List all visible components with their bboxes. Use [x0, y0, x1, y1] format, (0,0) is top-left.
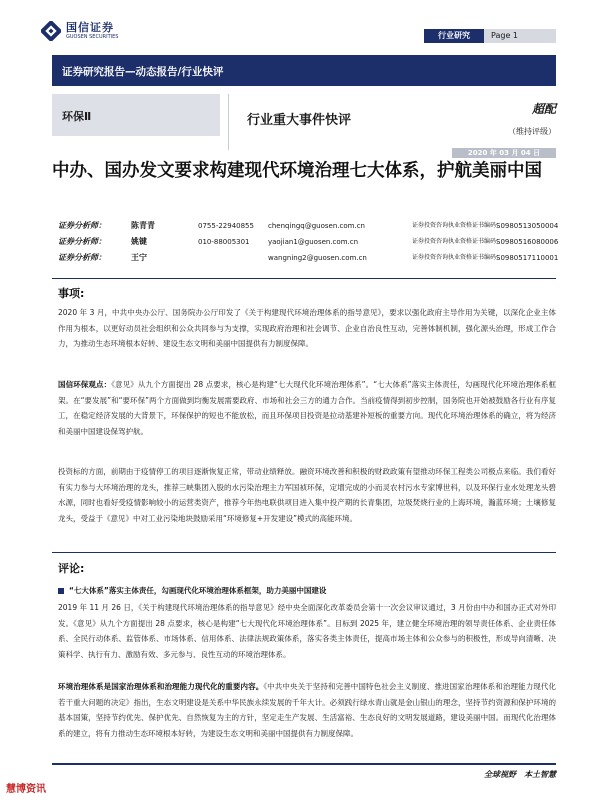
- analyst-label: 证券分析师：: [58, 221, 106, 230]
- comment-bullet-text: “七大体系”落实主体责任，勾画现代化环境治理体系框架，助力美丽中国建设: [69, 586, 327, 595]
- report-type: 行业重大事件快评: [247, 113, 352, 128]
- guosen-logo-icon: [41, 21, 61, 41]
- event-section-title: 事项:: [58, 287, 85, 300]
- license-label: 证券投资咨询执业资格证书编码：: [412, 254, 503, 261]
- brand-name-en: GUOSEN SECURITIES: [66, 34, 119, 40]
- comment-section-title: 评论:: [58, 562, 85, 575]
- license-number: S0980517110001: [496, 254, 559, 262]
- guosen-logo: [41, 21, 118, 41]
- comment-text-1: 2019 年 11 月 26 日，《关于构建现代环境治理体系的指导意见》经中央全面深化改革委员会第十一次会议审议通过，3 月份由中办和国办正式对外印发。《意见》从九个方面提出 28 点要求，核心是构建“七大现代化环境治理体系”。目标到 2025 年，建立健全环境治理的领导责任体系、企业责任体系、全民行动体系、监管体系、市场体系、信用体系、法律法规政策体系，落实各类主体责任，提高市场主体和公众参与的积极性，形成导向清晰、决策科学、执行有力、激励有效、多元参与、良性互动的环境治理体系。: [58, 603, 556, 659]
- brand-name: 国信证券: [66, 21, 114, 34]
- analyst-email[interactable]: yaojian1@guosen.com.cn: [268, 238, 359, 246]
- viewpoint-paragraph: [58, 377, 556, 439]
- category-tag: 行业研究: [424, 29, 484, 43]
- analyst-email[interactable]: wangning2@guosen.com.cn: [268, 254, 367, 262]
- sector-box: [52, 94, 220, 136]
- report-banner: [52, 55, 556, 86]
- page-number: Page 1: [484, 29, 556, 43]
- report-date: 2020 年 03 月 04 日: [452, 148, 556, 158]
- license-number: S0980513050004: [496, 222, 559, 230]
- comment-bullet: [58, 585, 326, 596]
- footer-rule: [52, 763, 556, 765]
- analyst-name: 王宁: [131, 253, 147, 262]
- sector-name: 环保Ⅱ: [62, 110, 92, 123]
- analyst-email[interactable]: chenqingq@guosen.com.cn: [268, 222, 365, 230]
- section-rule: [52, 278, 556, 279]
- viewpoint-lead: 国信环保观点：: [58, 380, 112, 389]
- footer-slogan: 全球视野 本土智慧: [484, 769, 556, 779]
- comment-lead: 环境治理体系是国家治理体系和治理能力现代化的重要内容。: [58, 682, 264, 691]
- headline: 中办、国办发文要求构建现代环境治理七大体系，护航美丽中国: [52, 161, 542, 181]
- analyst-phone: 0755-22940855: [198, 222, 254, 230]
- report-banner-text: 证券研究报告—动态报告/行业快评: [62, 66, 224, 78]
- license-label: 证券投资咨询执业资格证书编码：: [412, 222, 503, 229]
- section-rule: [52, 552, 556, 553]
- analyst-label: 证券分析师：: [58, 253, 106, 262]
- analyst-name: 陈青青: [131, 221, 155, 230]
- license-number: S0980516080006: [496, 238, 559, 246]
- rating-value: 超配: [531, 102, 556, 116]
- rating-note: （维持评级）: [508, 127, 556, 136]
- divider: [228, 94, 229, 150]
- analyst-phone: 010-88005301: [198, 238, 250, 246]
- comment-paragraph-2: [58, 679, 556, 741]
- analyst-label: 证券分析师：: [58, 237, 106, 246]
- comment-text-2: 《中共中央关于坚持和完善中国特色社会主义制度、推进国家治理体系和治理能力现代化若干重大问题的决定》指出，生态文明建设是关系中华民族永续发展的千年大计。必须践行绿水青山就是金山银山的理念，坚持节约资源和保护环境的基本国策，坚持节约优先、保护优先、自然恢复为主的方针，坚定走生产发展、生活富裕、生态良好的文明发展道路，建设美丽中国。而现代化治理体系的建立，将有力推动生态环境根本好转，为建设生态文明和美丽中国提供有力制度保障。: [58, 682, 557, 738]
- recommendation-text: 投资标的方面，前期由于疫情停工的项目逐渐恢复正常，带动业绩释放。融资环境改善和积极的财政政策有望推动环保工程类公司极点来临。我们看好有实力参与大环境治理的龙头，推荐三峡集团入股的水污染治理主力军国祯环保，定增完成的小而灵农村污水专家博世科，以及环保行业水处理龙头碧水源，同时也看好受疫情影响较小的运营类资产，推荐今年热电联供项目进入集中投产期的长青集团，垃圾焚烧行业的上海环境，瀚蓝环境；土壤修复龙头，受益于《意见》中对工业污染地块鼓励采用“环境修复+开发建设”模式的高能环境。: [58, 467, 556, 523]
- bullet-square-icon: [58, 588, 64, 594]
- watermark: 慧博资讯: [6, 784, 46, 795]
- analyst-name: 姚键: [131, 237, 147, 246]
- event-text: 2020 年 3 月，中共中央办公厅、国务院办公厅印发了《关于构建现代环境治理体系的指导意见》，要求以强化政府主导作用为关键，以深化企业主体作用为根本，以更好动员社会组织和公众共同参与为支撑，实现政府治理和社会调节、企业自治良性互动，完善体制机制，强化源头治理，形成工作合力，为推动生态环境根本好转、建设生态文明和美丽中国提供有力制度保障。: [58, 308, 556, 349]
- license-label: 证券投资咨询执业资格证书编码：: [412, 238, 503, 245]
- viewpoint-text: 《意见》从九个方面提出 28 点要求，核心是构建“七大现代化环境治理体系”。“七大体系”落实主体责任，勾画现代化环境治理体系框架。在“要发展”和“要环保”两个方面做到均衡发展需要政府、市场和社会三方的通力合作。当前疫情得到初步控制，国务院也开始被鼓励各行业有序复工，在稳定经济发展的大背景下，环保保护的短也不能放松，而且环保项目投资是拉动基建补短板的重要方向。现代化环境治理体系的确立，将为经济和美丽中国建设保驾护航。: [58, 380, 557, 436]
